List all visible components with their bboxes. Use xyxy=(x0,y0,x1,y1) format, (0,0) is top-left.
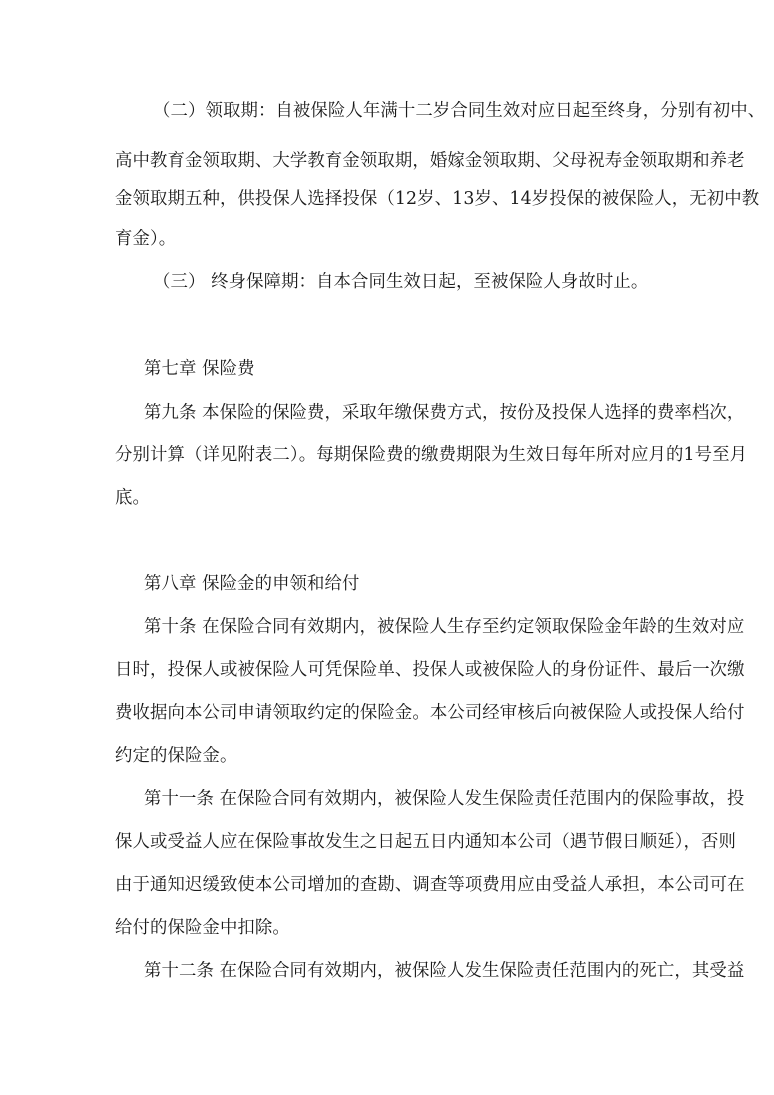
text-line: 第十条 在保险合同有效期内，被保险人生存至约定领取保险金年龄的生效对应 xyxy=(144,617,745,637)
text-line: 分别计算（详见附表二）。每期保险费的缴费期限为生效日每年所对应月的1号至月 xyxy=(115,445,748,465)
text-line: 保人或受益人应在保险事故发生之日起五日内通知本公司（遇节假日顺延），否则 xyxy=(115,832,736,852)
text-line: 约定的保险金。 xyxy=(115,746,238,766)
text-line: 金领取期五种，供投保人选择投保（12岁、13岁、14岁投保的被保险人，无初中教 xyxy=(115,189,760,209)
text-line: 底。 xyxy=(115,488,150,508)
text-line: 日时，投保人或被保险人可凭保险单、投保人或被保险人的身份证件、最后一次缴 xyxy=(115,660,745,680)
text-line: 第九条 本保险的保险费，采取年缴保费方式，按份及投保人选择的费率档次， xyxy=(144,403,745,423)
text-line: 费收据向本公司申请领取约定的保险金。本公司经审核后向被保险人或投保人给付 xyxy=(115,703,745,723)
text-line: 高中教育金领取期、大学教育金领取期，婚嫁金领取期、父母祝寿金领取期和养老 xyxy=(115,151,745,171)
text-line: （三） 终身保障期：自本合同生效日起，至被保险人身故时止。 xyxy=(153,272,649,292)
text-line: 第十一条 在保险合同有效期内，被保险人发生保险责任范围内的保险事故，投 xyxy=(144,789,745,809)
chapter-heading: 第七章 保险费 xyxy=(144,359,255,379)
text-line: 第十二条 在保险合同有效期内，被保险人发生保险责任范围内的死亡，其受益 xyxy=(144,961,745,981)
text-line: 由于通知迟缓致使本公司增加的查勘、调查等项费用应由受益人承担，本公司可在 xyxy=(115,875,745,895)
chapter-heading: 第八章 保险金的申领和给付 xyxy=(144,574,360,594)
text-line: （二）领取期：自被保险人年满十二岁合同生效对应日起至终身，分别有初中、 xyxy=(153,101,766,121)
text-line: 育金）。 xyxy=(115,229,177,249)
text-line: 给付的保险金中扣除。 xyxy=(115,918,290,938)
